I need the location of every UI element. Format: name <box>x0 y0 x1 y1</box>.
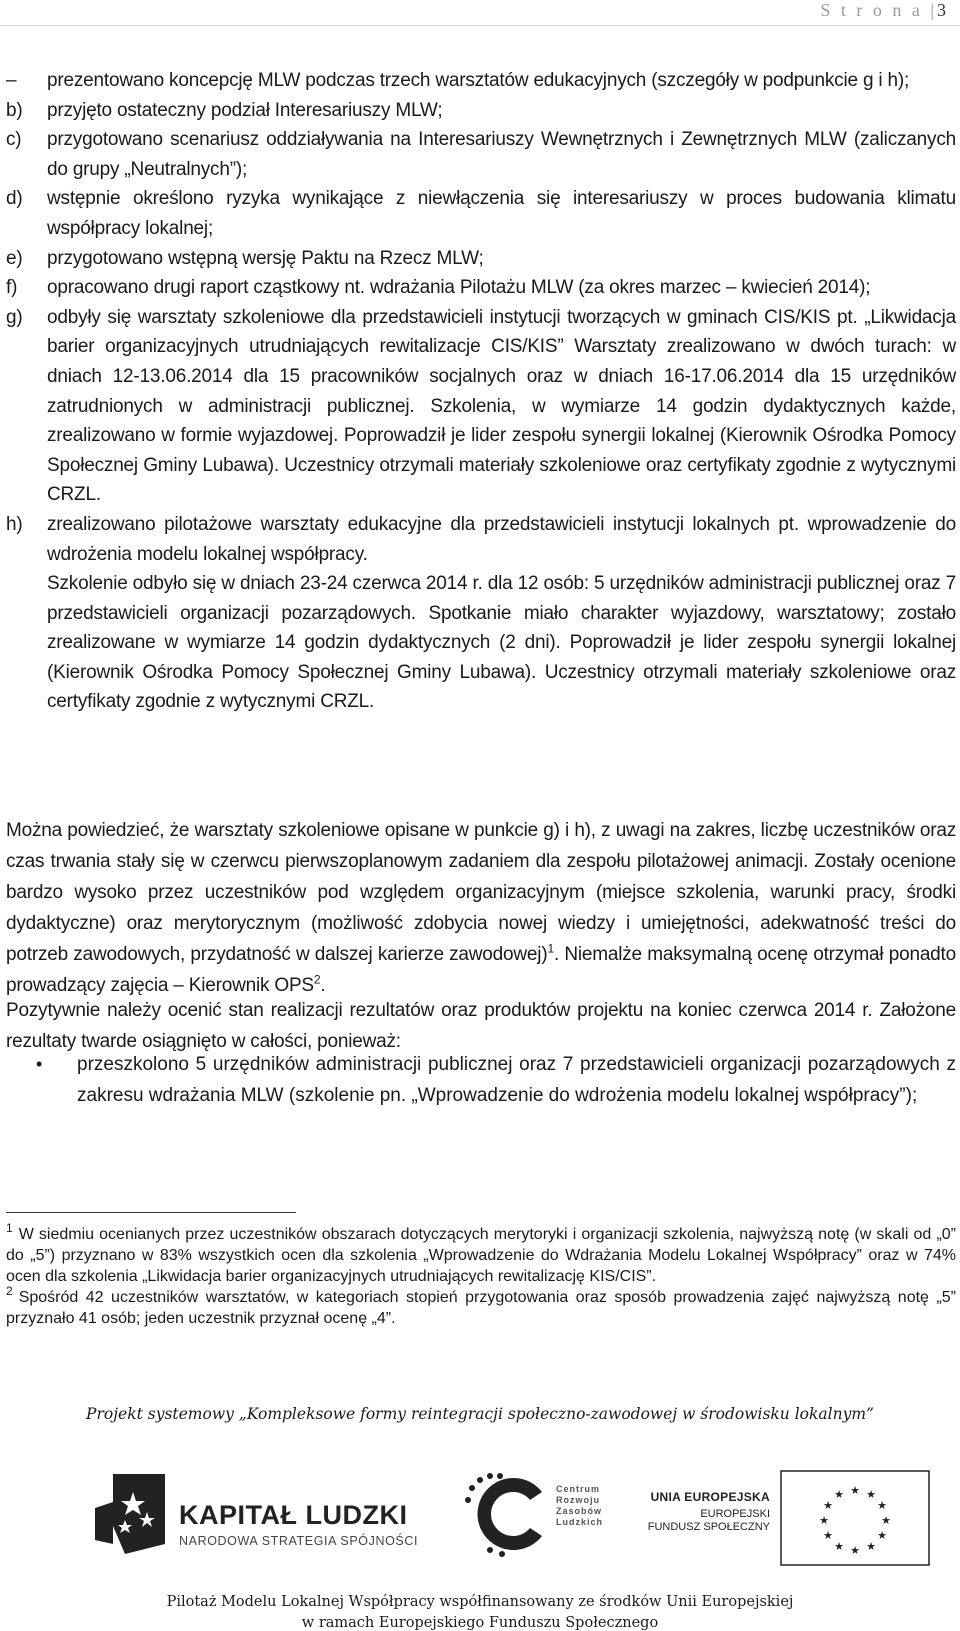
list-marker: h) <box>6 513 23 535</box>
footnote-number: 1 <box>6 1221 13 1235</box>
list-marker: – <box>6 70 17 91</box>
crzl-text: Centrum Rozwoju Zasobów Ludzkich <box>556 1484 604 1527</box>
list-item <box>6 66 956 96</box>
eu-title: UNIA EUROPEJSKA <box>650 1490 770 1504</box>
kapital-ludzki-emblem-icon <box>95 1474 165 1554</box>
list-item <box>6 244 956 274</box>
list-marker: g) <box>6 306 23 328</box>
cofinancing-line-2: w ramach Europejskiego Funduszu Społecznego <box>301 1615 659 1631</box>
list-item <box>6 96 956 126</box>
page-number <box>820 0 946 21</box>
footnote-ref-2[interactable]: 2 <box>313 972 321 987</box>
svg-text:★: ★ <box>850 1544 860 1557</box>
list-item <box>6 303 956 510</box>
eu-flag-icon <box>780 1470 930 1566</box>
list-marker: c) <box>6 129 22 151</box>
list-item <box>6 184 956 243</box>
bullet-marker: • <box>36 1054 43 1074</box>
cofinancing-note <box>0 1592 960 1631</box>
list-item-text: przygotowano scenariusz oddziaływania na Interesariuszy Wewnętrznych i Zewnętrznych MLW (zaliczanych do grupy „Neutralnych”); <box>47 129 956 180</box>
svg-text:★: ★ <box>850 1484 860 1497</box>
page-number-value: 3 <box>937 0 946 20</box>
list-item-text: zrealizowano pilotażowe warsztaty edukacyjne dla przedstawicieli instytucji lokalnych pt. wprowadzenie do wdrożenia modelu lokalnej współpracy. <box>47 513 956 565</box>
summary-text-1: Można powiedzieć, że warsztaty szkoleniowe opisane w punkcie g) i h), z uwagi na zakres, liczbę uczestników oraz czas trwania stały się w czerwcu pierwszoplanowym zadaniem dla zespołu pilotażowej animacji. Zostały ocenione bardzo wysoko przez uczestników pod względem organizacyjnym (miejsce szkolenia, warunki pracy, środki dydaktyczne) oraz merytorycznym (możliwość zdobycia nowej wiedzy i umiejętności, adekwatność treści do potrzeb zawodowych, przydatność w dalszej karierze zawodowej) <box>6 820 956 965</box>
list-marker: d) <box>6 188 23 210</box>
svg-text:★: ★ <box>823 1499 833 1512</box>
bullet-item <box>6 1049 956 1111</box>
svg-text:★: ★ <box>834 1540 844 1553</box>
svg-text:★: ★ <box>881 1514 891 1527</box>
footnotes <box>6 1221 956 1329</box>
logo-row <box>0 1470 960 1580</box>
footnote-divider <box>6 1212 296 1213</box>
cofinancing-line-1: Pilotaż Modelu Lokalnej Współpracy współfinansowany ze środków Unii Europejskiej <box>166 1594 794 1610</box>
kapital-ludzki-logo <box>95 1470 425 1580</box>
list-item-text: prezentowano koncepcję MLW podczas trzech warsztatów edukacyjnych (szczegóły w podpunkcie g i h); <box>47 70 910 91</box>
kapital-ludzki-subtitle: NARODOWA STRATEGIA SPÓJNOŚCI <box>179 1534 419 1548</box>
results-bullet-list <box>6 1049 956 1111</box>
list-item <box>6 510 956 717</box>
footnote-1 <box>6 1221 956 1287</box>
list-marker: e) <box>6 247 23 269</box>
crzl-logo <box>460 1470 620 1580</box>
list-marker: b) <box>6 99 23 121</box>
svg-text:★: ★ <box>823 1529 833 1542</box>
list-item-subtext: Szkolenie odbyło się w dniach 23-24 czerwca 2014 r. dla 12 osób: 5 urzędników administracji publicznej oraz 7 przedstawicieli organizacji pozarządowych. Spotkanie miało charakter wyjazdowy, warsztatowy; zostało zrealizowane w wymiarze 14 godzin dydaktycznych (2 dni). Poprowadził je lider zespołu synergii lokalnej (Kierownik Ośrodka Pomocy Społecznej Gminy Lubawa). Uczestnicy otrzymali materiały szkoleniowe oraz certyfikaty zgodnie z wytycznymi CRZL. <box>47 573 956 713</box>
list-item-text: przyjęto ostateczny podział Interesariuszy MLW; <box>47 99 443 121</box>
kapital-ludzki-title: KAPITAŁ LUDZKI <box>179 1500 408 1530</box>
page-label: S t r o n a | <box>820 0 937 20</box>
list-item <box>6 273 956 303</box>
svg-text:★: ★ <box>819 1514 829 1527</box>
list-item-text: przygotowano wstępną wersję Paktu na Rzecz MLW; <box>47 247 484 269</box>
svg-text:★: ★ <box>834 1488 844 1501</box>
list-marker: f) <box>6 277 18 299</box>
list-item <box>6 125 956 184</box>
summary-text-2: . Niemalże maksymalną ocenę otrzymał ponadto prowadzący zajęcia – Kierownik OPS <box>6 944 956 996</box>
list-item-text: odbyły się warsztaty szkoleniowe dla przedstawicieli instytucji tworzących w gminach CIS/KIS pt. „Likwidacja barier organizacyjnych utrudniających rewitalizacje CIS/KIS” Warsztaty zrealizowano w dwóch turach: w dniach 12-13.06.2014 dla 15 pracowników socjalnych oraz w dniach 16-17.06.2014 dla 15 urzędników zatrudnionych w administracji publicznej. Szkolenia, w wymiarze 14 godzin dydaktycznych każde, zrealizowano w formie wyjazdowej. Poprowadził je lider zespołu synergii lokalnej (Kierownik Ośrodka Pomocy Społecznej Gminy Lubawa). Uczestnicy otrzymali materiały szkoleniowe oraz certyfikaty zgodnie z wytycznymi CRZL. <box>47 306 956 506</box>
footnote-text: Spośród 42 uczestników warsztatów, w kategoriach stopień przygotowania oraz sposób prowadzenia zajęć najwyższą notę „5” przyznało 41 osób; jeden uczestnik przyznał ocenę „4”. <box>6 1289 956 1327</box>
project-title-line: Projekt systemowy „Kompleksowe formy reintegracji społeczno-zawodowej w środowisku lokalnym” <box>86 1405 874 1423</box>
list-item-text: opracowano drugi raport cząstkowy nt. wdrażania Pilotażu MLW (za okres marzec – kwiecień 2014); <box>47 277 871 299</box>
list-item-text: wstępnie określono ryzyka wynikające z niewłączenia się interesariuszy w proces budowania klimatu współpracy lokalnej; <box>47 188 956 239</box>
eu-subtitle-2: FUNDUSZ SPOŁECZNY <box>647 1521 770 1533</box>
summary-paragraph <box>6 815 956 1001</box>
svg-text:★: ★ <box>866 1488 876 1501</box>
eu-subtitle-1: EUROPEJSKI <box>700 1508 770 1520</box>
svg-text:★: ★ <box>877 1529 887 1542</box>
footnote-2 <box>6 1284 956 1329</box>
footnote-text: W siedmiu ocenianych przez uczestników obszarach dotyczących merytoryki i organizacji szkolenia, najwyższą notę (w skali od „0” do „5”) przyznano w 83% wszystkich ocen dla szkolenia „Wprowadzenie do Wdrażania Modelu Lokalnej Współpracy” oraz w 74% ocen dla szkolenia „Likwidacja barier organizacyjnych utrudniających rewitalizację KIS/CIS”. <box>6 1226 956 1285</box>
activity-list <box>6 66 956 717</box>
svg-text:★: ★ <box>877 1499 887 1512</box>
svg-text:★: ★ <box>866 1540 876 1553</box>
eu-efs-logo <box>645 1470 930 1580</box>
footnote-number: 2 <box>6 1284 13 1298</box>
footnote-ref-1[interactable]: 1 <box>547 941 554 956</box>
page-header <box>0 0 960 26</box>
results-paragraph: Pozytywnie należy ocenić stan realizacji rezultatów oraz produktów projektu na koniec czerwca 2014 r. Założone rezultaty twarde osiągnięto w całości, ponieważ: <box>6 1000 956 1052</box>
bullet-text: przeszkolono 5 urzędników administracji publicznej oraz 7 przedstawicieli organizacji pozarządowych z zakresu wdrażania MLW (szkolenie pn. „Wprowadzenie do wdrożenia modelu lokalnej współpracy”); <box>77 1054 956 1106</box>
summary-text-3: . <box>320 975 326 996</box>
crzl-emblem-icon <box>460 1470 556 1560</box>
